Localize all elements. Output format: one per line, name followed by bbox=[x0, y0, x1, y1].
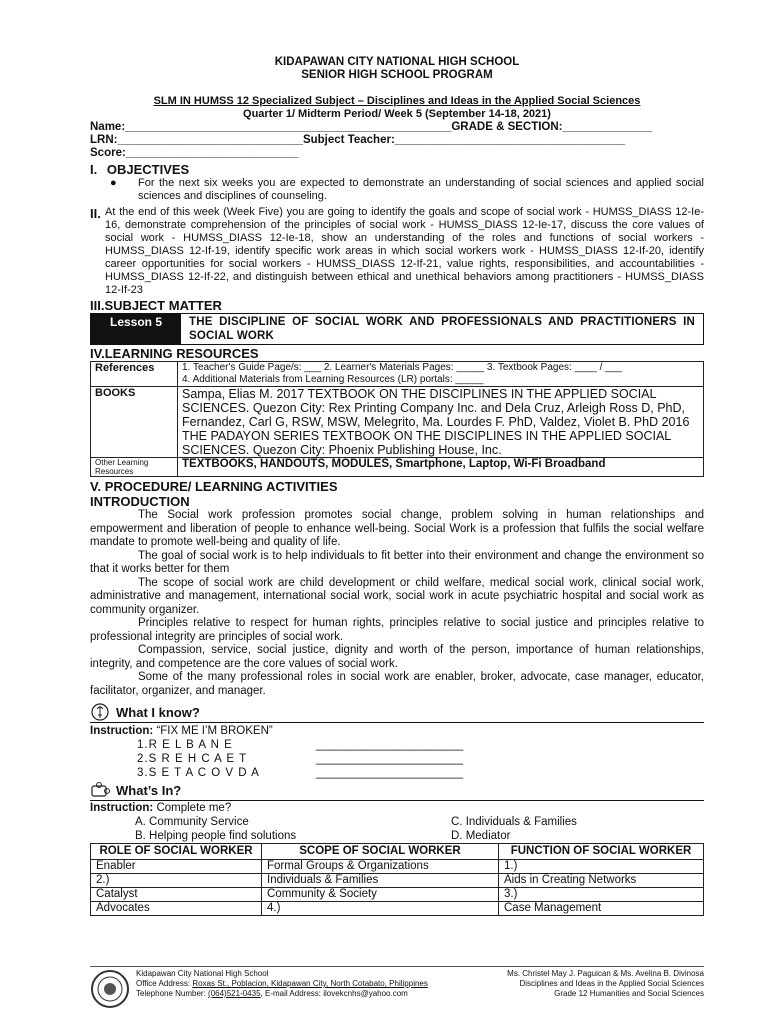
introduction-text bbox=[90, 509, 704, 698]
table-row: Enabler Formal Groups & Organizations 1.) bbox=[91, 860, 704, 874]
column-header: ROLE OF SOCIAL WORKER bbox=[91, 844, 262, 860]
table-row bbox=[91, 387, 704, 458]
score-row bbox=[90, 147, 704, 160]
paragraph: The goal of social work is to help individuals to fit better into their environment and change the environment so that it works better for them bbox=[90, 549, 704, 575]
lesson-box bbox=[90, 313, 704, 345]
page-footer bbox=[90, 966, 704, 1009]
list-item: 2.S R E H C A E T _______________________ bbox=[137, 753, 464, 765]
footer-address: Office Address: Roxas St., Poblacion, Kidapawan City, North Cotabato, Philippines bbox=[136, 979, 428, 988]
subject-teacher-field[interactable]: Subject Teacher:____________________________________ bbox=[302, 134, 626, 146]
slm-title: SLM IN HUMSS 12 Specialized Subject – Disciplines and Ideas in the Applied Social Sciences bbox=[153, 95, 641, 107]
answer-blank[interactable]: _______________________ bbox=[316, 753, 464, 765]
other-resources-label: Other Learning Resources bbox=[91, 458, 178, 477]
lightbulb-icon bbox=[90, 703, 110, 721]
footer-authors: Ms. Christel May J. Paguican & Ms. Avelina B. Divinosa bbox=[507, 969, 704, 978]
puzzle-icon bbox=[90, 781, 110, 799]
complete-me-table bbox=[90, 843, 704, 916]
footer-grade: Grade 12 Humanities and Social Sciences bbox=[554, 989, 704, 998]
choice-item: D. Mediator bbox=[451, 830, 511, 842]
program-name: SENIOR HIGH SCHOOL PROGRAM bbox=[301, 69, 493, 81]
quarter-info: Quarter 1/ Midterm Period/ Week 5 (September 14-18, 2021) bbox=[243, 108, 551, 120]
lesson-title: THE DISCIPLINE OF SOCIAL WORK AND PROFESSIONALS AND PRACTITIONERS IN SOCIAL WORK bbox=[189, 316, 695, 342]
list-item: 3.S E T A C O V D A _______________________ bbox=[137, 767, 464, 779]
what-i-know-instruction: Instruction: “FIX ME I’M BROKEN” bbox=[90, 725, 273, 737]
grade-section-field[interactable]: GRADE & SECTION:______________ bbox=[451, 121, 653, 133]
procedure-heading: V. PROCEDURE/ LEARNING ACTIVITIES bbox=[90, 479, 338, 494]
footer-authors-info bbox=[476, 969, 704, 1009]
books-cell: Sampa, Elias M. 2017 TEXTBOOK ON THE DISCIPLINES IN THE APPLIED SOCIAL SCIENCES. Quezon City: Rex Printing Company Inc. and Dela Cruz, Arleigh Ross D, PhD, Fernandez, Carl G, RSW, MSW, Melegrito, Ma. Lourdes F. PhD, Valdez, Violet B. PhD 2016 THE PADAYON SERIES TEXTBOOK ON THE DISCIPLINES IN THE APPLIED SOCIAL SCIENCES. Quezon City: Phoenix Publishing House, Inc. bbox=[178, 387, 704, 458]
scrambled-words-list bbox=[90, 738, 704, 780]
footer-contact: Telephone Number: (064)521-0435, E-mail Address: ilovekcnhs@yahoo.com bbox=[136, 989, 408, 998]
subject-matter-heading: III.SUBJECT MATTER bbox=[90, 298, 222, 313]
paragraph: The scope of social work are child development or child welfare, medical social work, clinical social work, administrative and management, international social work, social work in acute psychiatric hospital and social work as community organizer. bbox=[90, 576, 704, 616]
table-row bbox=[91, 458, 704, 477]
answer-blank[interactable]: _______________________ bbox=[316, 739, 464, 751]
bullet-icon: ● bbox=[110, 177, 117, 189]
objectives-bullet: ● For the next six weeks you are expected to demonstrate an understanding of social sciences and applied social sciences and disciplines of counseling. bbox=[110, 177, 704, 202]
introduction-heading: INTRODUCTION bbox=[90, 494, 190, 509]
document-page bbox=[90, 0, 704, 916]
choice-item: C. Individuals & Families bbox=[451, 816, 577, 828]
score-field[interactable]: Score:___________________________ bbox=[90, 147, 299, 159]
whats-in-title: What’s In? bbox=[90, 780, 704, 801]
objectives-ii: II. At the end of this week (Week Five) you are going to identify the goals and scope of social work - HUMSS_DIASS 12-Ie-16, demonstrate comprehension of the principles of social work - HUMSS_DIASS 12-Ie-17, discuss the core values of social work - HUMSS_DIASS 12-Ie-18, show an understanding of the roles and functions of social workers - HUMSS_DIASS 12-If-19, identify specific work areas in which social workers work - HUMSS_DIASS 12-If-20, identify career opportunities for social workers - HUMSS_DIASS 12-If-21, value rights, responsibilities, and accountabilities - HUMSS_DIASS 12-If-22, and distinguish between ethical and unethical behaviors among practitioners - HUMSS_DIASS 12-If-23 bbox=[90, 206, 704, 296]
learning-resources-table bbox=[90, 361, 704, 477]
school-seal-icon bbox=[90, 969, 130, 1009]
footer-school-info bbox=[136, 969, 476, 1009]
lesson-number: Lesson 5 bbox=[91, 314, 181, 344]
what-i-know-title: What I know? bbox=[90, 702, 704, 723]
table-row bbox=[91, 362, 704, 387]
learning-resources-heading: IV.LEARNING RESOURCES bbox=[90, 346, 259, 361]
choice-item: B. Helping people find solutions bbox=[135, 830, 297, 842]
objectives-heading: I. OBJECTIVES bbox=[90, 162, 190, 177]
table-header-row bbox=[91, 844, 704, 860]
table-row: Catalyst Community & Society 3.) bbox=[91, 888, 704, 902]
other-resources-cell: TEXTBOOKS, HANDOUTS, MODULES, Smartphone, Laptop, Wi-Fi Broadband bbox=[178, 458, 704, 477]
school-name: KIDAPAWAN CITY NATIONAL HIGH SCHOOL bbox=[274, 56, 520, 68]
choices-list bbox=[90, 815, 704, 843]
table-row: Advocates 4.) Case Management bbox=[91, 902, 704, 916]
choice-item: A. Community Service bbox=[135, 816, 249, 828]
paragraph: Compassion, service, social justice, dignity and worth of the person, importance of human relationships, integrity, and competence are the core values of social work. bbox=[90, 644, 704, 670]
name-row bbox=[90, 121, 704, 134]
name-field[interactable]: Name:___________________________________________________ bbox=[90, 121, 452, 133]
column-header: FUNCTION OF SOCIAL WORKER bbox=[499, 844, 704, 860]
answer-blank[interactable]: _______________________ bbox=[316, 767, 464, 779]
column-header: SCOPE OF SOCIAL WORKER bbox=[262, 844, 499, 860]
lrn-field[interactable]: LRN:_____________________________ bbox=[90, 134, 303, 146]
paragraph: Principles relative to respect for human rights, principles relative to social justice and principles relative to professional integrity are principles of social work. bbox=[90, 617, 704, 643]
paragraph: Some of the many professional roles in social work are enabler, broker, advocate, case manager, educator, facilitator, organizer, and manager. bbox=[90, 671, 704, 697]
references-label: References bbox=[91, 362, 178, 387]
table-row: 2.) Individuals & Families Aids in Creating Networks bbox=[91, 874, 704, 888]
books-label: BOOKS bbox=[91, 387, 178, 458]
footer-subject: Disciplines and Ideas in the Applied Social Sciences bbox=[519, 979, 704, 988]
footer-school-name: Kidapawan City National High School bbox=[136, 969, 269, 978]
whats-in-instruction: Instruction: Complete me? bbox=[90, 802, 232, 814]
paragraph: The Social work profession promotes social change, problem solving in human relationships and empowerment and liberation of people to enhance well-being. Social Work is a profession that fulfils the social welfare mandate to promote well-being and quality of life. bbox=[90, 509, 704, 548]
lrn-row bbox=[90, 134, 704, 147]
footer-content bbox=[90, 969, 704, 1009]
list-item: 1.R E L B A N E _______________________ bbox=[137, 739, 464, 751]
references-cell: 1. Teacher's Guide Page/s: ___ 2. Learner's Materials Pages: _____ 3. Textbook Pages: ____ / ___ 4. Additional Materials from Learning Resources (LR) portals: _____ bbox=[178, 362, 704, 387]
email-link[interactable]: ilovekcnhs@yahoo.com bbox=[323, 989, 408, 998]
